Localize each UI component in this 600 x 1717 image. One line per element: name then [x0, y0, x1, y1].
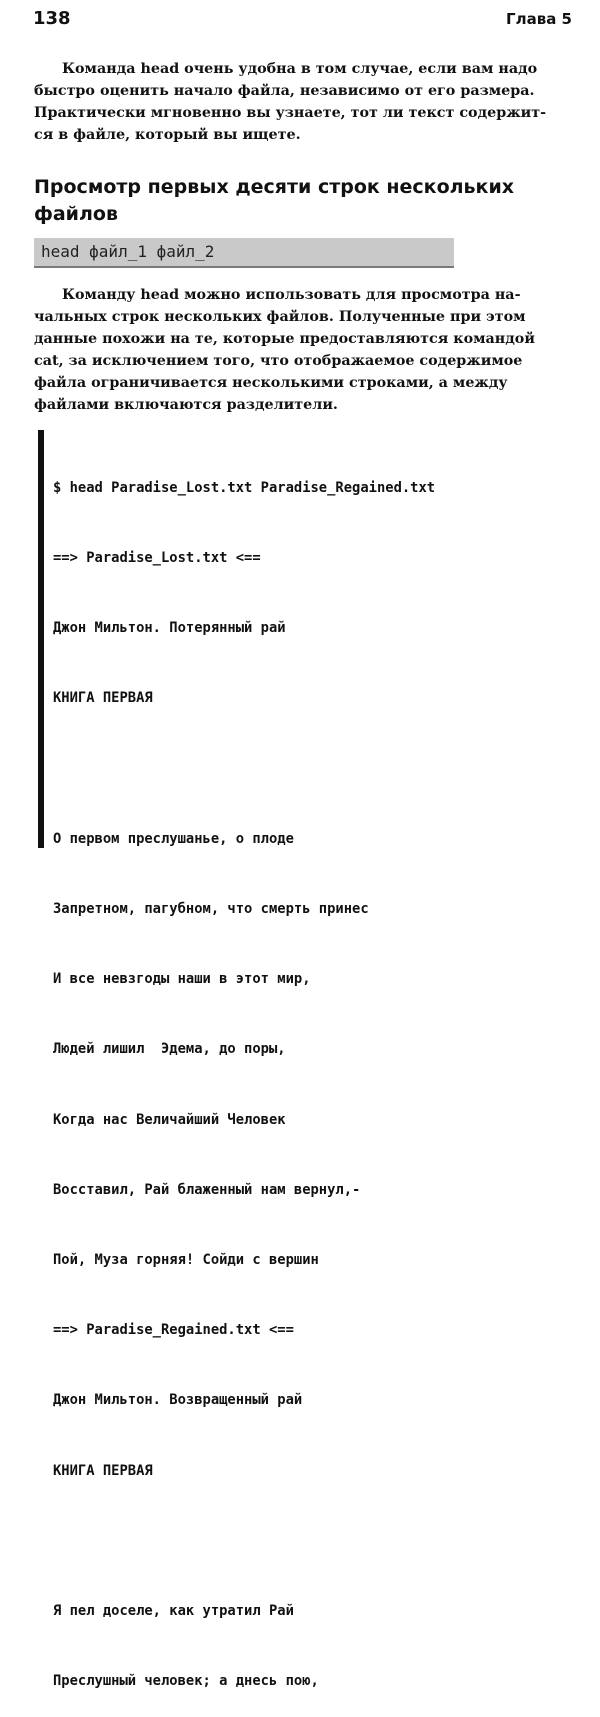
command-text: head файл_1 файл_2 — [41, 242, 215, 261]
paragraph-line: Команду head можно использовать для просмотра на- — [62, 287, 521, 303]
code-line: КНИГА ПЕРВАЯ — [53, 690, 153, 707]
code-line: Джон Мильтон. Потерянный рай — [53, 620, 286, 637]
paragraph-line: Команда head очень удобна в том случае, если вам надо — [62, 61, 538, 77]
chapter-label: Глава 5 — [506, 10, 572, 28]
code-line: Я пел доселе, как утратил Рай — [53, 1603, 294, 1620]
paragraph-line: данные похожи на те, которые предоставляются командой — [34, 331, 535, 347]
head-description-paragraph — [34, 284, 572, 416]
paragraph-line: Практически мгновенно вы узнаете, тот ли текст содержит- — [34, 105, 547, 121]
code-line: $ head Paradise_Lost.txt Paradise_Regained.txt — [53, 479, 436, 496]
page-number: 138 — [33, 8, 71, 29]
code-line: КНИГА ПЕРВАЯ — [53, 1462, 153, 1479]
code-line: Джон Мильтон. Возвращенный рай — [53, 1392, 303, 1409]
code-line: Людей лишил Эдема, до поры, — [53, 1041, 286, 1058]
code-listing — [53, 430, 435, 1717]
code-line — [53, 1530, 435, 1553]
command-box — [34, 238, 454, 268]
code-line: Когда нас Величайший Человек — [53, 1111, 286, 1128]
code-line: И все невзгоды наши в этот мир, — [53, 971, 311, 988]
code-line: Восставил, Рай блаженный нам вернул,- — [53, 1181, 361, 1198]
code-line — [53, 758, 435, 781]
code-line: Пой, Муза горняя! Сойди с вершин — [53, 1252, 319, 1269]
paragraph-line: файлами включаются разделители. — [34, 397, 338, 413]
code-line: О первом преслушанье, о плоде — [53, 830, 294, 847]
code-line: Преслушный человек; а днесь пою, — [53, 1673, 319, 1690]
code-margin-bar — [38, 430, 44, 848]
paragraph-line: чальных строк нескольких файлов. Полученные при этом — [34, 309, 526, 325]
paragraph-line: файла ограничивается несколькими строками, а между — [34, 375, 508, 391]
code-line: ==> Paradise_Lost.txt <== — [53, 550, 261, 567]
section-title: Просмотр первых десяти строк нескольких файлов — [34, 176, 515, 225]
code-line: ==> Paradise_Regained.txt <== — [53, 1322, 294, 1339]
intro-paragraph — [34, 58, 572, 146]
paragraph-line: ся в файле, который вы ищете. — [34, 127, 301, 143]
code-line: Запретном, пагубном, что смерть принес — [53, 901, 369, 918]
paragraph-line: cat, за исключением того, что отображаемое содержимое — [34, 353, 523, 369]
paragraph-line: быстро оценить начало файла, независимо от его размера. — [34, 83, 535, 99]
